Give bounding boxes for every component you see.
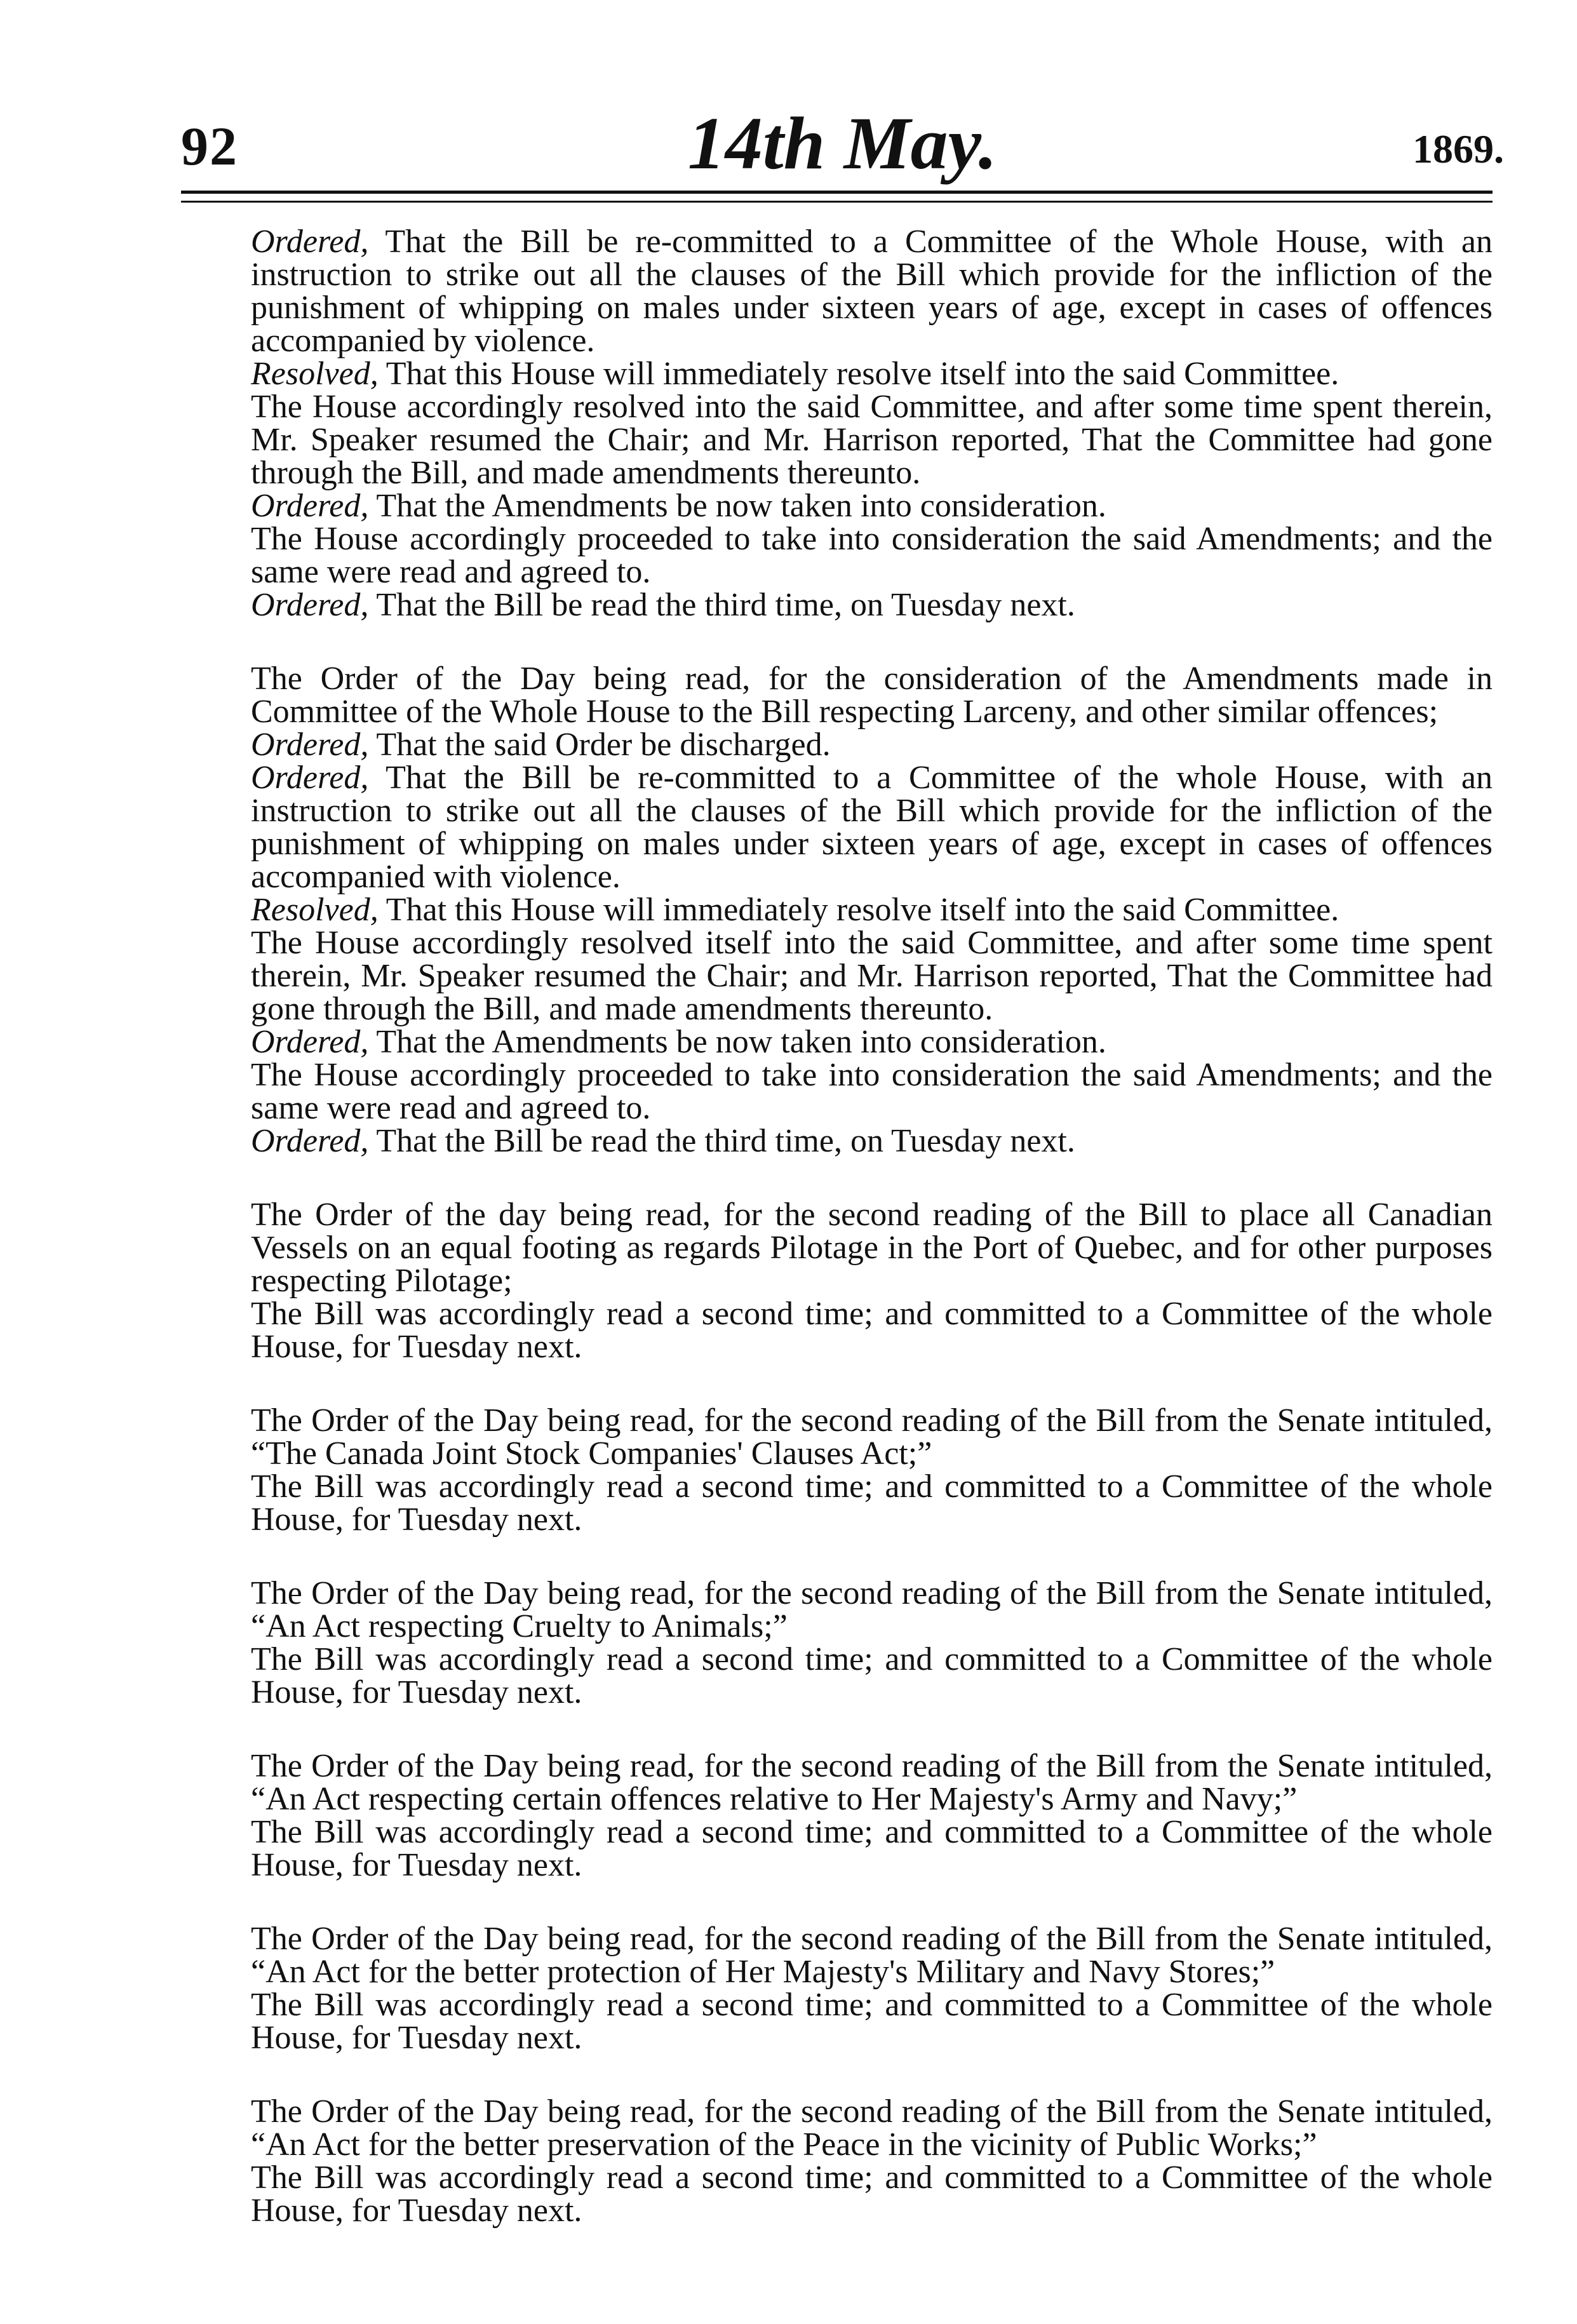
journal-paragraph xyxy=(181,927,1493,1026)
paragraph-label: Ordered, xyxy=(251,224,369,260)
paragraph-text: The Order of the Day being read, for the second reading of the Bill from the Senate intituled, “An Act for the better preservation of the Peace in the vicinity of Public Works;” xyxy=(251,2093,1493,2163)
paragraph-text: The House accordingly resolved into the said Committee, and after some time spent therein, Mr. Speaker resumed the Chair; and Mr. Harrison reported, That the Committee had gone through the Bill, and made amendments thereunto. xyxy=(251,389,1493,491)
paragraph-text: That the Bill be re-committed to a Committee of the Whole House, with an instruction to strike out all the clauses of the Bill which provide for the infliction of the punishment of whipping on males under sixteen years of age, except in cases of offences accompanied by violence. xyxy=(251,224,1493,359)
paragraph-text: The House accordingly proceeded to take into consideration the said Amendments; and the same were read and agreed to. xyxy=(251,1057,1493,1126)
paragraph-text: The Bill was accordingly read a second time; and committed to a Committee of the whole House, for Tuesday next. xyxy=(251,1296,1493,1365)
journal-paragraph xyxy=(181,1470,1493,1536)
paragraph-text: The Order of the Day being read, for the second reading of the Bill from the Senate intituled, “The Canada Joint Stock Companies' Clauses Act;” xyxy=(251,1402,1493,1472)
journal-paragraph xyxy=(181,523,1493,589)
journal-paragraph xyxy=(181,1816,1493,1882)
paragraph-label: Ordered, xyxy=(251,488,369,524)
paragraph-text: The Bill was accordingly read a second time; and committed to a Committee of the whole House, for Tuesday next. xyxy=(251,1814,1493,1883)
paragraph-text: The Order of the Day being read, for the second reading of the Bill from the Senate intituled, “An Act respecting certain offences relative to Her Majesty's Army and Navy;” xyxy=(251,1748,1493,1817)
journal-paragraph xyxy=(181,2095,1493,2161)
paragraph-label: Ordered, xyxy=(251,760,369,796)
journal-paragraph xyxy=(181,1577,1493,1643)
paragraph-label: Ordered, xyxy=(251,587,369,623)
paragraph-text: That the Bill be re-committed to a Committee of the whole House, with an instruction to strike out all the clauses of the Bill which provide for the infliction of the punishment of whipping on males under sixteen years of age, except in cases of offences accompanied with violence. xyxy=(251,760,1493,895)
paragraph-text: That this House will immediately resolve itself into the said Committee. xyxy=(378,356,1339,392)
journal-paragraph xyxy=(181,1199,1493,1298)
paragraph-label: Ordered, xyxy=(251,727,369,763)
paragraph-text: That this House will immediately resolve itself into the said Committee. xyxy=(378,892,1339,928)
paragraph-text: The House accordingly resolved itself into the said Committee, and after some time spent therein, Mr. Speaker resumed the Chair; and Mr. Harrison reported, That the Committee had gone through the Bill, and made amendments thereunto. xyxy=(251,925,1493,1027)
journal-paragraph xyxy=(181,1125,1493,1158)
journal-paragraph xyxy=(181,589,1493,622)
paragraph-text: The Bill was accordingly read a second time; and committed to a Committee of the whole House, for Tuesday next. xyxy=(251,2159,1493,2229)
journal-paragraph xyxy=(181,1404,1493,1470)
page-date-heading: 14th May. xyxy=(687,102,998,185)
paragraph-text: The Bill was accordingly read a second time; and committed to a Committee of the whole House, for Tuesday next. xyxy=(251,1641,1493,1710)
journal-paragraph xyxy=(181,2161,1493,2227)
journal-paragraph xyxy=(181,1989,1493,2055)
paragraph-label: Ordered, xyxy=(251,1024,369,1060)
journal-paragraph xyxy=(181,225,1493,358)
header-rule-bottom xyxy=(181,201,1493,203)
header-rule-top xyxy=(181,191,1493,194)
journal-paragraph xyxy=(181,1059,1493,1125)
page-header xyxy=(181,89,1504,184)
journal-paragraph xyxy=(181,1643,1493,1709)
journal-paragraph xyxy=(181,1923,1493,1989)
paragraph-text: The Order of the Day being read, for the second reading of the Bill from the Senate intituled, “An Act for the better protection of Her Majesty's Military and Navy Stores;” xyxy=(251,1921,1493,1990)
journal-paragraph xyxy=(181,391,1493,490)
paragraph-text: That the Amendments be now taken into consideration. xyxy=(368,488,1106,524)
paragraph-label: Resolved, xyxy=(251,892,379,928)
journal-paragraph xyxy=(181,1298,1493,1364)
paragraph-text: That the Bill be read the third time, on Tuesday next. xyxy=(368,1123,1075,1159)
paragraph-text: The House accordingly proceeded to take into consideration the said Amendments; and the same were read and agreed to. xyxy=(251,521,1493,590)
journal-paragraph xyxy=(181,358,1493,391)
paragraph-text: That the Amendments be now taken into consideration. xyxy=(368,1024,1106,1060)
journal-paragraph xyxy=(181,762,1493,894)
paragraph-text: The Bill was accordingly read a second time; and committed to a Committee of the whole House, for Tuesday next. xyxy=(251,1468,1493,1538)
paragraph-label: Resolved, xyxy=(251,356,379,392)
page-year: 1869. xyxy=(1413,126,1504,171)
journal-paragraph xyxy=(181,729,1493,762)
paragraph-text: The Order of the Day being read, for the consideration of the Amendments made in Committee of the Whole House to the Bill respecting Larceny, and other similar offences; xyxy=(251,661,1493,730)
paragraph-text: That the Bill be read the third time, on Tuesday next. xyxy=(368,587,1075,623)
journal-paragraph xyxy=(181,490,1493,523)
paragraph-text: The Bill was accordingly read a second time; and committed to a Committee of the whole House, for Tuesday next. xyxy=(251,1987,1493,2056)
paragraph-label: Ordered, xyxy=(251,1123,369,1159)
journal-paragraph xyxy=(181,662,1493,729)
paragraph-text: The Order of the Day being read, for the second reading of the Bill from the Senate intituled, “An Act respecting Cruelty to Animals;” xyxy=(251,1575,1493,1644)
paragraph-text: That the said Order be discharged. xyxy=(368,727,831,763)
page-number: 92 xyxy=(181,116,238,177)
journal-paragraph xyxy=(181,894,1493,927)
journal-paragraph xyxy=(181,1026,1493,1059)
paragraph-text: The Order of the day being read, for the second reading of the Bill to place all Canadian Vessels on an equal footing as regards Pilotage in the Port of Quebec, and for other purposes respecting Pilotage; xyxy=(251,1197,1493,1299)
journal-body xyxy=(181,225,1493,2227)
journal-paragraph xyxy=(181,1750,1493,1816)
